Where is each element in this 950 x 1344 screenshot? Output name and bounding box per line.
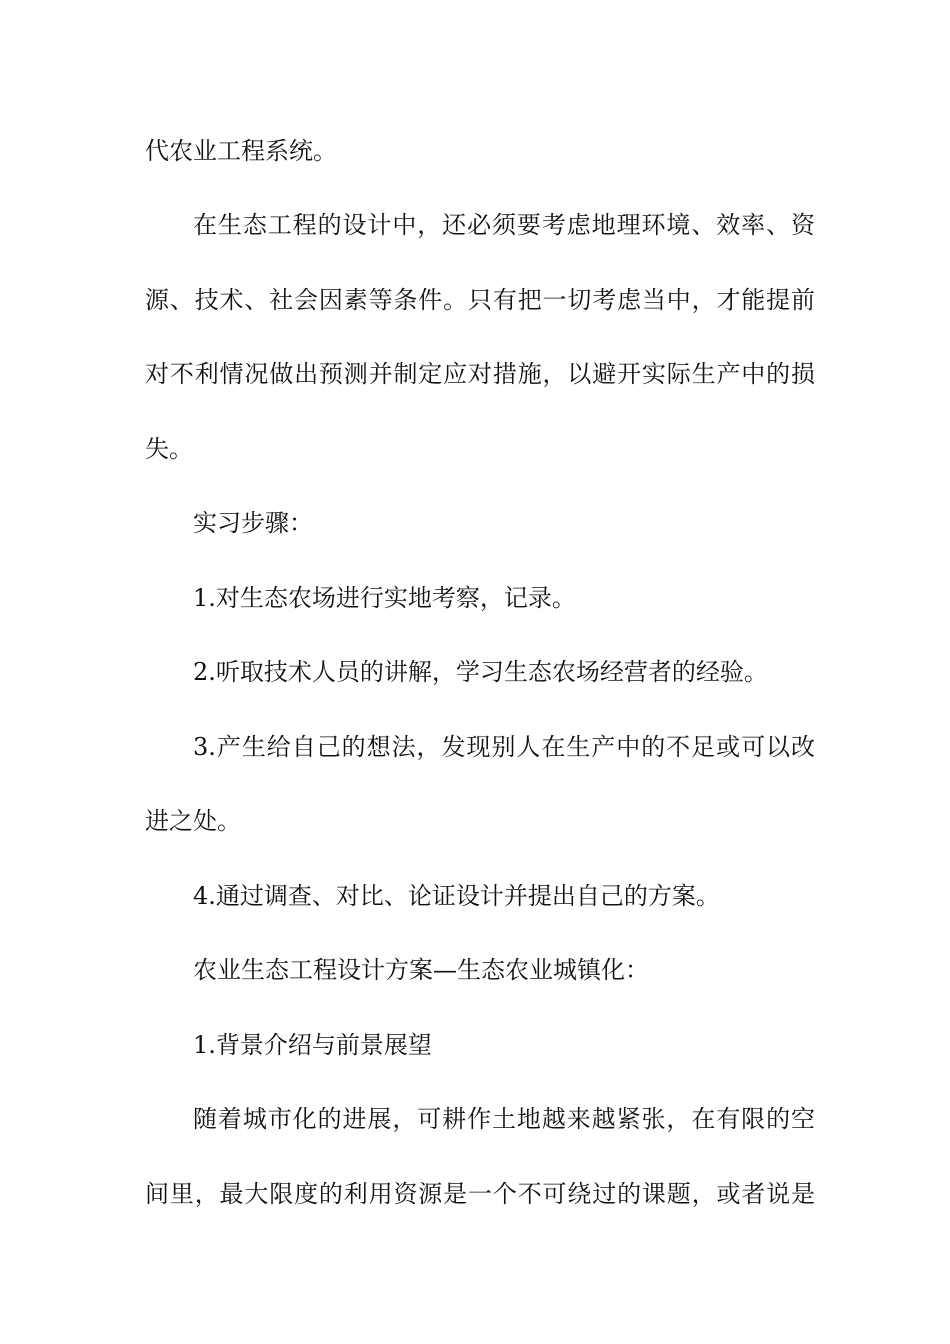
list-item: 2.听取技术人员的讲解，学习生态农场经营者的经验。 <box>193 658 768 686</box>
list-item: 3.产生给自己的想法，发现别人在生产中的不足或可以改 <box>193 733 815 761</box>
paragraph-line: 失。 <box>145 435 193 463</box>
list-item: 4.通过调查、对比、论证设计并提出自己的方案。 <box>193 882 720 910</box>
paragraph-line: 源、技术、社会因素等条件。只有把一切考虑当中，才能提前 <box>145 286 815 314</box>
subsection-heading: 1.背景介绍与前景展望 <box>193 1031 432 1059</box>
paragraph-line: 在生态工程的设计中，还必须要考虑地理环境、效率、资 <box>193 211 815 239</box>
paragraph-line: 间里，最大限度的利用资源是一个不可绕过的课题，或者说是 <box>145 1180 815 1208</box>
section-heading: 实习步骤： <box>193 509 313 537</box>
paragraph-line: 对不利情况做出预测并制定应对措施，以避开实际生产中的损 <box>145 360 815 388</box>
list-item-continuation: 进之处。 <box>145 807 241 835</box>
paragraph-line: 代农业工程系统。 <box>145 137 337 165</box>
section-heading: 农业生态工程设计方案—生态农业城镇化： <box>193 956 649 984</box>
list-item: 1.对生态农场进行实地考察，记录。 <box>193 584 576 612</box>
paragraph-line: 随着城市化的进展，可耕作土地越来越紧张，在有限的空 <box>193 1105 815 1133</box>
